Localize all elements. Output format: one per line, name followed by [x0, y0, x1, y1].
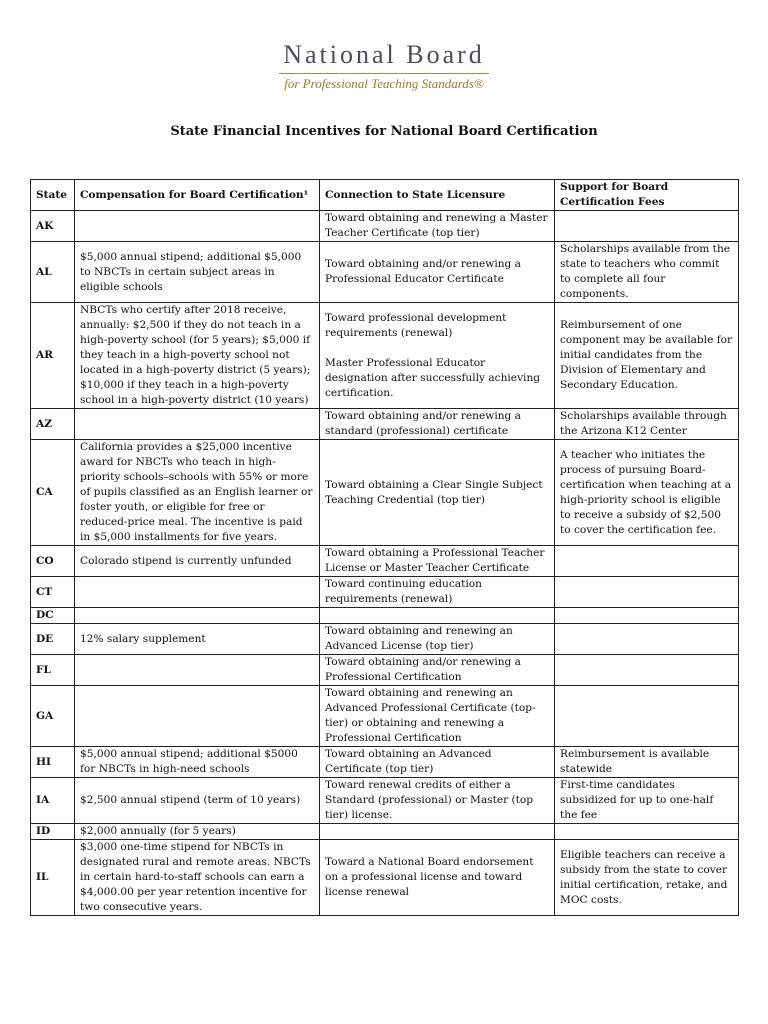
fees-cell: A teacher who initiates the process of pursuing Board-certification when teaching at a high-priority school is eligible to receive a subsidy of $2,500 to cover the certification fee.	[555, 440, 739, 546]
table-row	[31, 824, 739, 840]
compensation-cell: $5,000 annual stipend; additional $5,000 to NBCTs in certain subject areas in eligible schools	[75, 242, 320, 303]
licensure-cell	[320, 824, 555, 840]
header-licensure: Connection to State Licensure	[320, 180, 555, 211]
compensation-cell: $5,000 annual stipend; additional $5000 for NBCTs in high-need schools	[75, 747, 320, 778]
compensation-cell	[75, 608, 320, 624]
fees-cell	[555, 686, 739, 747]
licensure-paragraph: Toward obtaining and/or renewing a Professional Certification	[325, 656, 521, 683]
state-cell: AR	[31, 303, 75, 409]
header-compensation: Compensation for Board Certification¹	[75, 180, 320, 211]
fees-cell	[555, 546, 739, 577]
logo-subtitle: for Professional Teaching Standards®	[284, 76, 484, 91]
header-state: State	[31, 180, 75, 211]
paragraph-gap	[325, 341, 549, 356]
table-row	[31, 778, 739, 824]
licensure-paragraph: Toward obtaining and renewing an Advanced Professional Certificate (top-tier) or obtaining and renewing a Professional Certification	[325, 687, 536, 744]
compensation-cell	[75, 577, 320, 608]
licensure-paragraph: Toward obtaining a Professional Teacher License or Master Teacher Certificate	[325, 547, 545, 574]
logo-rule	[279, 73, 489, 74]
table-row	[31, 840, 739, 916]
state-cell: CO	[31, 546, 75, 577]
state-cell: IA	[31, 778, 75, 824]
licensure-cell	[320, 747, 555, 778]
licensure-paragraph: Toward obtaining and/or renewing a standard (professional) certificate	[325, 410, 521, 437]
fees-cell	[555, 624, 739, 655]
table-row	[31, 303, 739, 409]
compensation-cell	[75, 686, 320, 747]
table-row	[31, 440, 739, 546]
licensure-paragraph: Toward a National Board endorsement on a professional license and toward license renewal	[325, 856, 534, 898]
fees-cell: First-time candidates subsidized for up to one-half the fee	[555, 778, 739, 824]
licensure-paragraph: Toward obtaining an Advanced Certificate (top tier)	[325, 748, 492, 775]
compensation-cell	[75, 655, 320, 686]
state-cell: AK	[31, 211, 75, 242]
licensure-cell	[320, 303, 555, 409]
state-cell: AZ	[31, 409, 75, 440]
state-cell: HI	[31, 747, 75, 778]
fees-cell	[555, 824, 739, 840]
fees-cell: Scholarships available from the state to teachers who commit to complete all four components.	[555, 242, 739, 303]
compensation-cell: $2,000 annually (for 5 years)	[75, 824, 320, 840]
licensure-paragraph: Toward continuing education requirements (renewal)	[325, 578, 482, 605]
compensation-cell	[75, 211, 320, 242]
fees-cell: Scholarships available through the Arizona K12 Center	[555, 409, 739, 440]
compensation-cell: Colorado stipend is currently unfunded	[75, 546, 320, 577]
fees-cell	[555, 211, 739, 242]
state-cell: CA	[31, 440, 75, 546]
logo-title: National Board	[283, 40, 485, 69]
state-cell: FL	[31, 655, 75, 686]
table-row	[31, 409, 739, 440]
licensure-cell	[320, 624, 555, 655]
compensation-cell: $3,000 one-time stipend for NBCTs in designated rural and remote areas. NBCTs in certain hard-to-staff schools can earn a $4,000.00 per year retention incentive for two consecutive years.	[75, 840, 320, 916]
state-cell: AL	[31, 242, 75, 303]
state-cell: CT	[31, 577, 75, 608]
fees-cell	[555, 655, 739, 686]
compensation-cell: NBCTs who certify after 2018 receive, annually: $2,500 if they do not teach in a high-poverty school (for 5 years); $5,000 if they teach in a high-poverty school not located in a high-poverty district (5 years); $10,000 if they teach in a high-poverty school in a high-poverty district (10 years)	[75, 303, 320, 409]
incentives-table	[30, 179, 739, 916]
fees-cell	[555, 608, 739, 624]
table-row	[31, 747, 739, 778]
state-cell: IL	[31, 840, 75, 916]
compensation-cell: California provides a $25,000 incentive award for NBCTs who teach in high-priority schools–schools with 55% or more of pupils classified as an English learner or foster youth, or eligible for free or reduced-price meal. The incentive is paid in $5,000 installments for five years.	[75, 440, 320, 546]
table-row	[31, 655, 739, 686]
licensure-cell	[320, 577, 555, 608]
licensure-cell	[320, 686, 555, 747]
licensure-cell	[320, 242, 555, 303]
state-cell: GA	[31, 686, 75, 747]
table-row	[31, 608, 739, 624]
licensure-cell	[320, 440, 555, 546]
table-row	[31, 577, 739, 608]
fees-cell	[555, 577, 739, 608]
table-row	[31, 242, 739, 303]
logo	[0, 40, 768, 92]
document-title: State Financial Incentives for National Board Certification	[170, 124, 598, 139]
header-fees: Support for Board Certification Fees	[555, 180, 739, 211]
licensure-cell	[320, 778, 555, 824]
fees-cell: Reimbursement is available statewide	[555, 747, 739, 778]
licensure-paragraph: Toward renewal credits of either a Standard (professional) or Master (top tier) license.	[325, 779, 534, 821]
compensation-cell	[75, 409, 320, 440]
table-row	[31, 211, 739, 242]
licensure-cell	[320, 409, 555, 440]
licensure-paragraph: Toward obtaining and renewing a Master Teacher Certificate (top tier)	[325, 212, 548, 239]
state-cell: ID	[31, 824, 75, 840]
state-cell: DC	[31, 608, 75, 624]
licensure-cell	[320, 608, 555, 624]
state-cell: DE	[31, 624, 75, 655]
table-body	[31, 211, 739, 916]
table-row	[31, 686, 739, 747]
licensure-cell	[320, 546, 555, 577]
licensure-cell	[320, 211, 555, 242]
licensure-paragraph: Toward obtaining a Clear Single Subject Teaching Credential (top tier)	[325, 478, 543, 506]
fees-cell: Reimbursement of one component may be available for initial candidates from the Division of Elementary and Secondary Education.	[555, 303, 739, 409]
licensure-cell	[320, 840, 555, 916]
compensation-cell: $2,500 annual stipend (term of 10 years)	[75, 778, 320, 824]
fees-cell: Eligible teachers can receive a subsidy from the state to cover initial certification, retake, and MOC costs.	[555, 840, 739, 916]
compensation-cell: 12% salary supplement	[75, 624, 320, 655]
licensure-paragraph: Toward obtaining and renewing an Advanced License (top tier)	[325, 625, 513, 652]
licensure-paragraph: Master Professional Educator designation after successfully achieving certification.	[325, 356, 541, 399]
table-row	[31, 546, 739, 577]
licensure-paragraph: Toward obtaining and/or renewing a Professional Educator Certificate	[325, 258, 521, 285]
table-row	[31, 624, 739, 655]
licensure-cell	[320, 655, 555, 686]
licensure-paragraph: Toward professional development requirements (renewal)	[325, 311, 507, 339]
table-header-row	[31, 180, 739, 211]
